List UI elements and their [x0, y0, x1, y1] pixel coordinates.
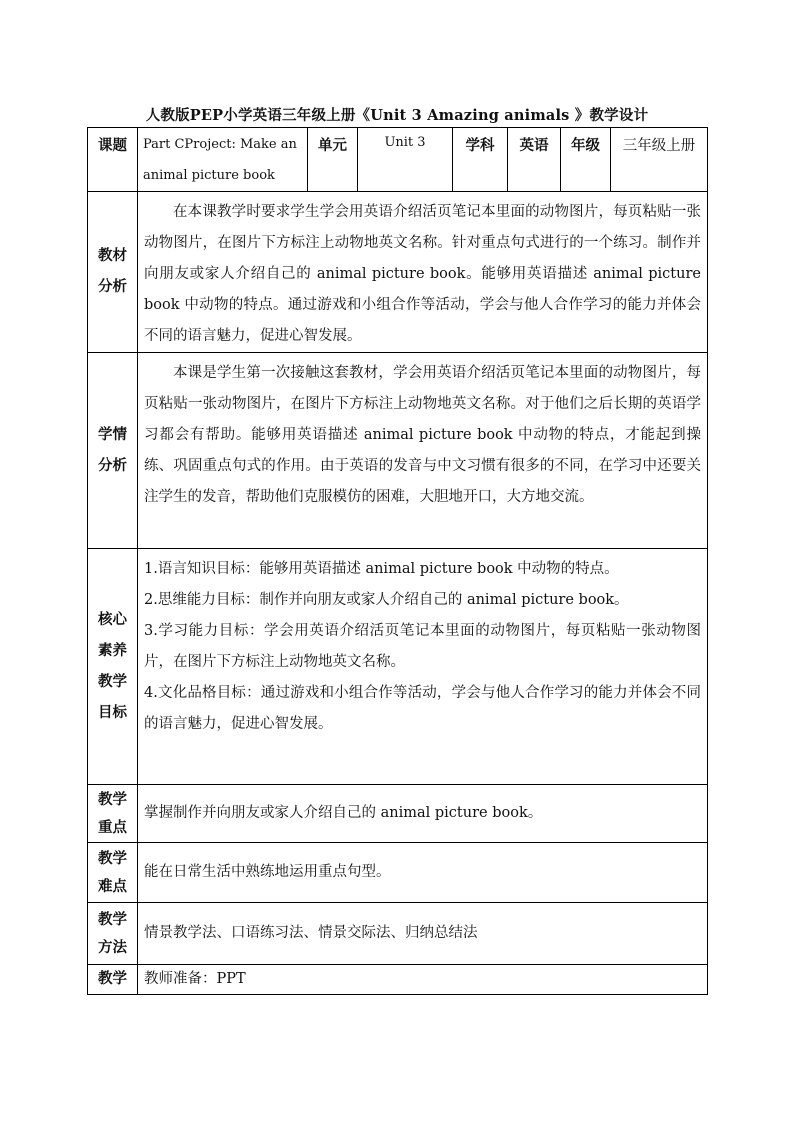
preparation-text: 教师准备：PPT	[138, 965, 708, 995]
key-points-row	[88, 785, 708, 843]
difficulties-label-line: 难点	[98, 878, 127, 895]
material-text: 在本课教学时要求学生学会用英语介绍活页笔记本里面的动物图片，每页粘贴一张动物图片，在图片下方标注上动物地英文名称。针对重点句式进行的一个练习。制作并向朋友或家人介绍自己的 animal picture book。能够用英语描述 animal picture book 中动物的特点。通过游戏和小组合作等活动，学会与他人合作学习的能力并体会不同的语言魅力，促进心智发展。	[138, 192, 708, 353]
methods-label-line: 教学	[98, 911, 127, 928]
methods-label-line: 方法	[98, 939, 127, 956]
preparation-row	[88, 965, 708, 995]
objectives-label-line: 教学	[98, 673, 127, 690]
unit-label: 单元	[308, 128, 358, 192]
students-row	[88, 353, 708, 549]
objective-item: 1.语言知识目标：能够用英语描述 animal picture book 中动物的特点。	[144, 561, 619, 577]
preparation-label	[88, 965, 138, 995]
topic-label: 课题	[88, 128, 138, 192]
subject-value: 英语	[508, 128, 561, 192]
students-text: 本课是学生第一次接触这套教材，学会用英语介绍活页笔记本里面的动物图片，每页粘贴一张动物图片，在图片下方标注上动物地英文名称。对于他们之后长期的英语学习都会有帮助。能够用英语描述 animal picture book 中动物的特点，才能起到操练、巩固重点句式的作用。由于英语的发音与中文习惯有很多的不同，在学习中还要关注学生的发音，帮助他们克服模仿的困难，大胆地开口，大方地交流。	[138, 353, 708, 549]
students-label	[88, 353, 138, 549]
grade-value: 三年级上册	[611, 128, 708, 192]
methods-row	[88, 903, 708, 965]
objectives-list	[138, 549, 708, 785]
students-label-line: 分析	[98, 457, 127, 474]
difficulties-text: 能在日常生活中熟练地运用重点句型。	[138, 843, 708, 903]
objectives-label-line: 核心	[98, 611, 127, 628]
students-label-line: 学情	[98, 426, 127, 443]
material-label-line: 分析	[98, 279, 127, 295]
difficulties-label-line: 教学	[98, 850, 127, 867]
key-points-text: 掌握制作并向朋友或家人介绍自己的 animal picture book。	[138, 785, 708, 843]
document-title: 人教版PEP小学英语三年级上册《Unit 3 Amazing animals 》教学设计	[145, 107, 649, 124]
preparation-label-line: 教学	[98, 971, 127, 987]
key-points-label-line: 重点	[98, 819, 127, 836]
objective-item: 2.思维能力目标：制作并向朋友或家人介绍自己的 animal picture book。	[144, 592, 629, 608]
difficulties-label	[88, 843, 138, 903]
key-points-label	[88, 785, 138, 843]
grade-label: 年级	[561, 128, 611, 192]
objective-item: 3.学习能力目标：学会用英语介绍活页笔记本里面的动物图片，每页粘贴一张动物图片，在图片下方标注上动物地英文名称。	[144, 623, 701, 670]
material-label	[88, 192, 138, 353]
unit-value: Unit 3	[358, 128, 453, 192]
subject-label: 学科	[453, 128, 508, 192]
objectives-label	[88, 549, 138, 785]
methods-text: 情景教学法、口语练习法、情景交际法、归纳总结法	[138, 903, 708, 965]
material-row	[88, 192, 708, 353]
key-points-label-line: 教学	[98, 791, 127, 808]
material-label-line: 教材	[98, 248, 127, 264]
objectives-label-line: 目标	[98, 704, 127, 721]
difficulties-row	[88, 843, 708, 903]
header-row	[88, 128, 708, 192]
lesson-plan-table	[87, 127, 708, 995]
methods-label	[88, 903, 138, 965]
objective-item: 4.文化品格目标：通过游戏和小组合作等活动，学会与他人合作学习的能力并体会不同的语言魅力，促进心智发展。	[144, 685, 701, 732]
objectives-label-line: 素养	[98, 642, 127, 659]
topic-value: Part CProject: Make an animal picture book	[138, 128, 308, 192]
objectives-row	[88, 549, 708, 785]
